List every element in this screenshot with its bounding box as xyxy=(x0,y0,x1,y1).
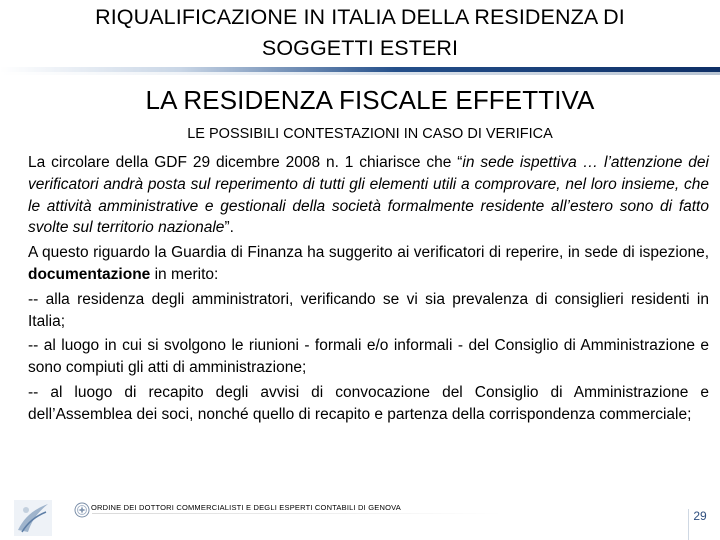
footer-organization: ORDINE DEI DOTTORI COMMERCIALISTI E DEGLI ESPERTI CONTABILI DI GENOVA xyxy=(91,503,401,512)
header-title-line1: RIQUALIFICAZIONE IN ITALIA DELLA RESIDENZA DI xyxy=(95,5,625,29)
list-item-residenza: -- alla residenza degli amministratori, verificando se vi sia prevalenza di consiglieri residenti in Italia; xyxy=(28,290,709,330)
page-number: 29 xyxy=(693,509,707,523)
section-subtitle: LE POSSIBILI CONTESTAZIONI IN CASO DI VERIFICA xyxy=(187,126,553,142)
paragraph-circolare xyxy=(28,152,709,239)
paragraph-guardia-finanza xyxy=(28,242,709,286)
page-number-divider xyxy=(688,509,689,540)
seal-icon xyxy=(74,502,90,518)
section-title: LA RESIDENZA FISCALE EFFETTIVA xyxy=(145,85,595,115)
header-title-line2: SOGGETTI ESTERI xyxy=(261,36,459,60)
body-text xyxy=(28,152,709,426)
paragraph-guardia-finanza-bold: documentazione xyxy=(28,265,151,283)
paragraph-circolare-intro: La circolare della GDF 29 dicembre 2008 n. 1 chiarisce che “ xyxy=(28,154,463,171)
footer-rule xyxy=(92,513,502,514)
header-title xyxy=(20,2,700,64)
list-item-recapito: -- al luogo di recapito degli avvisi di convocazione del Consiglio di Amministrazione e dell’Assemblea dei soci, nonché quello di recapito e partenza della corrispondenza commerciale; xyxy=(28,383,709,423)
paragraph-circolare-end: ”. xyxy=(224,219,234,237)
order-emblem-icon xyxy=(14,500,52,536)
header-rule-shadow xyxy=(0,72,720,75)
paragraph-guardia-finanza-end: in merito: xyxy=(150,265,219,283)
footer-logos xyxy=(8,496,98,540)
paragraph-circolare-quote: in sede ispettiva … l’attenzione dei verificatori andrà posta sul reperimento di tutti gli elementi utili a comprovare, nel loro insieme, che le attività amministrative e gestionali della società formalmente residente all’estero sono di fatto svolte sul territorio nazionale xyxy=(28,154,709,237)
paragraph-guardia-finanza-start: A questo riguardo la Guardia di Finanza ha suggerito ai verificatori di reperire, in sede di ispezione, xyxy=(28,244,709,262)
list-item-riunioni: -- al luogo in cui si svolgono le riunioni - formali e/o informali - del Consiglio di Amministrazione e sono compiuti gli atti di amministrazione; xyxy=(28,337,709,377)
